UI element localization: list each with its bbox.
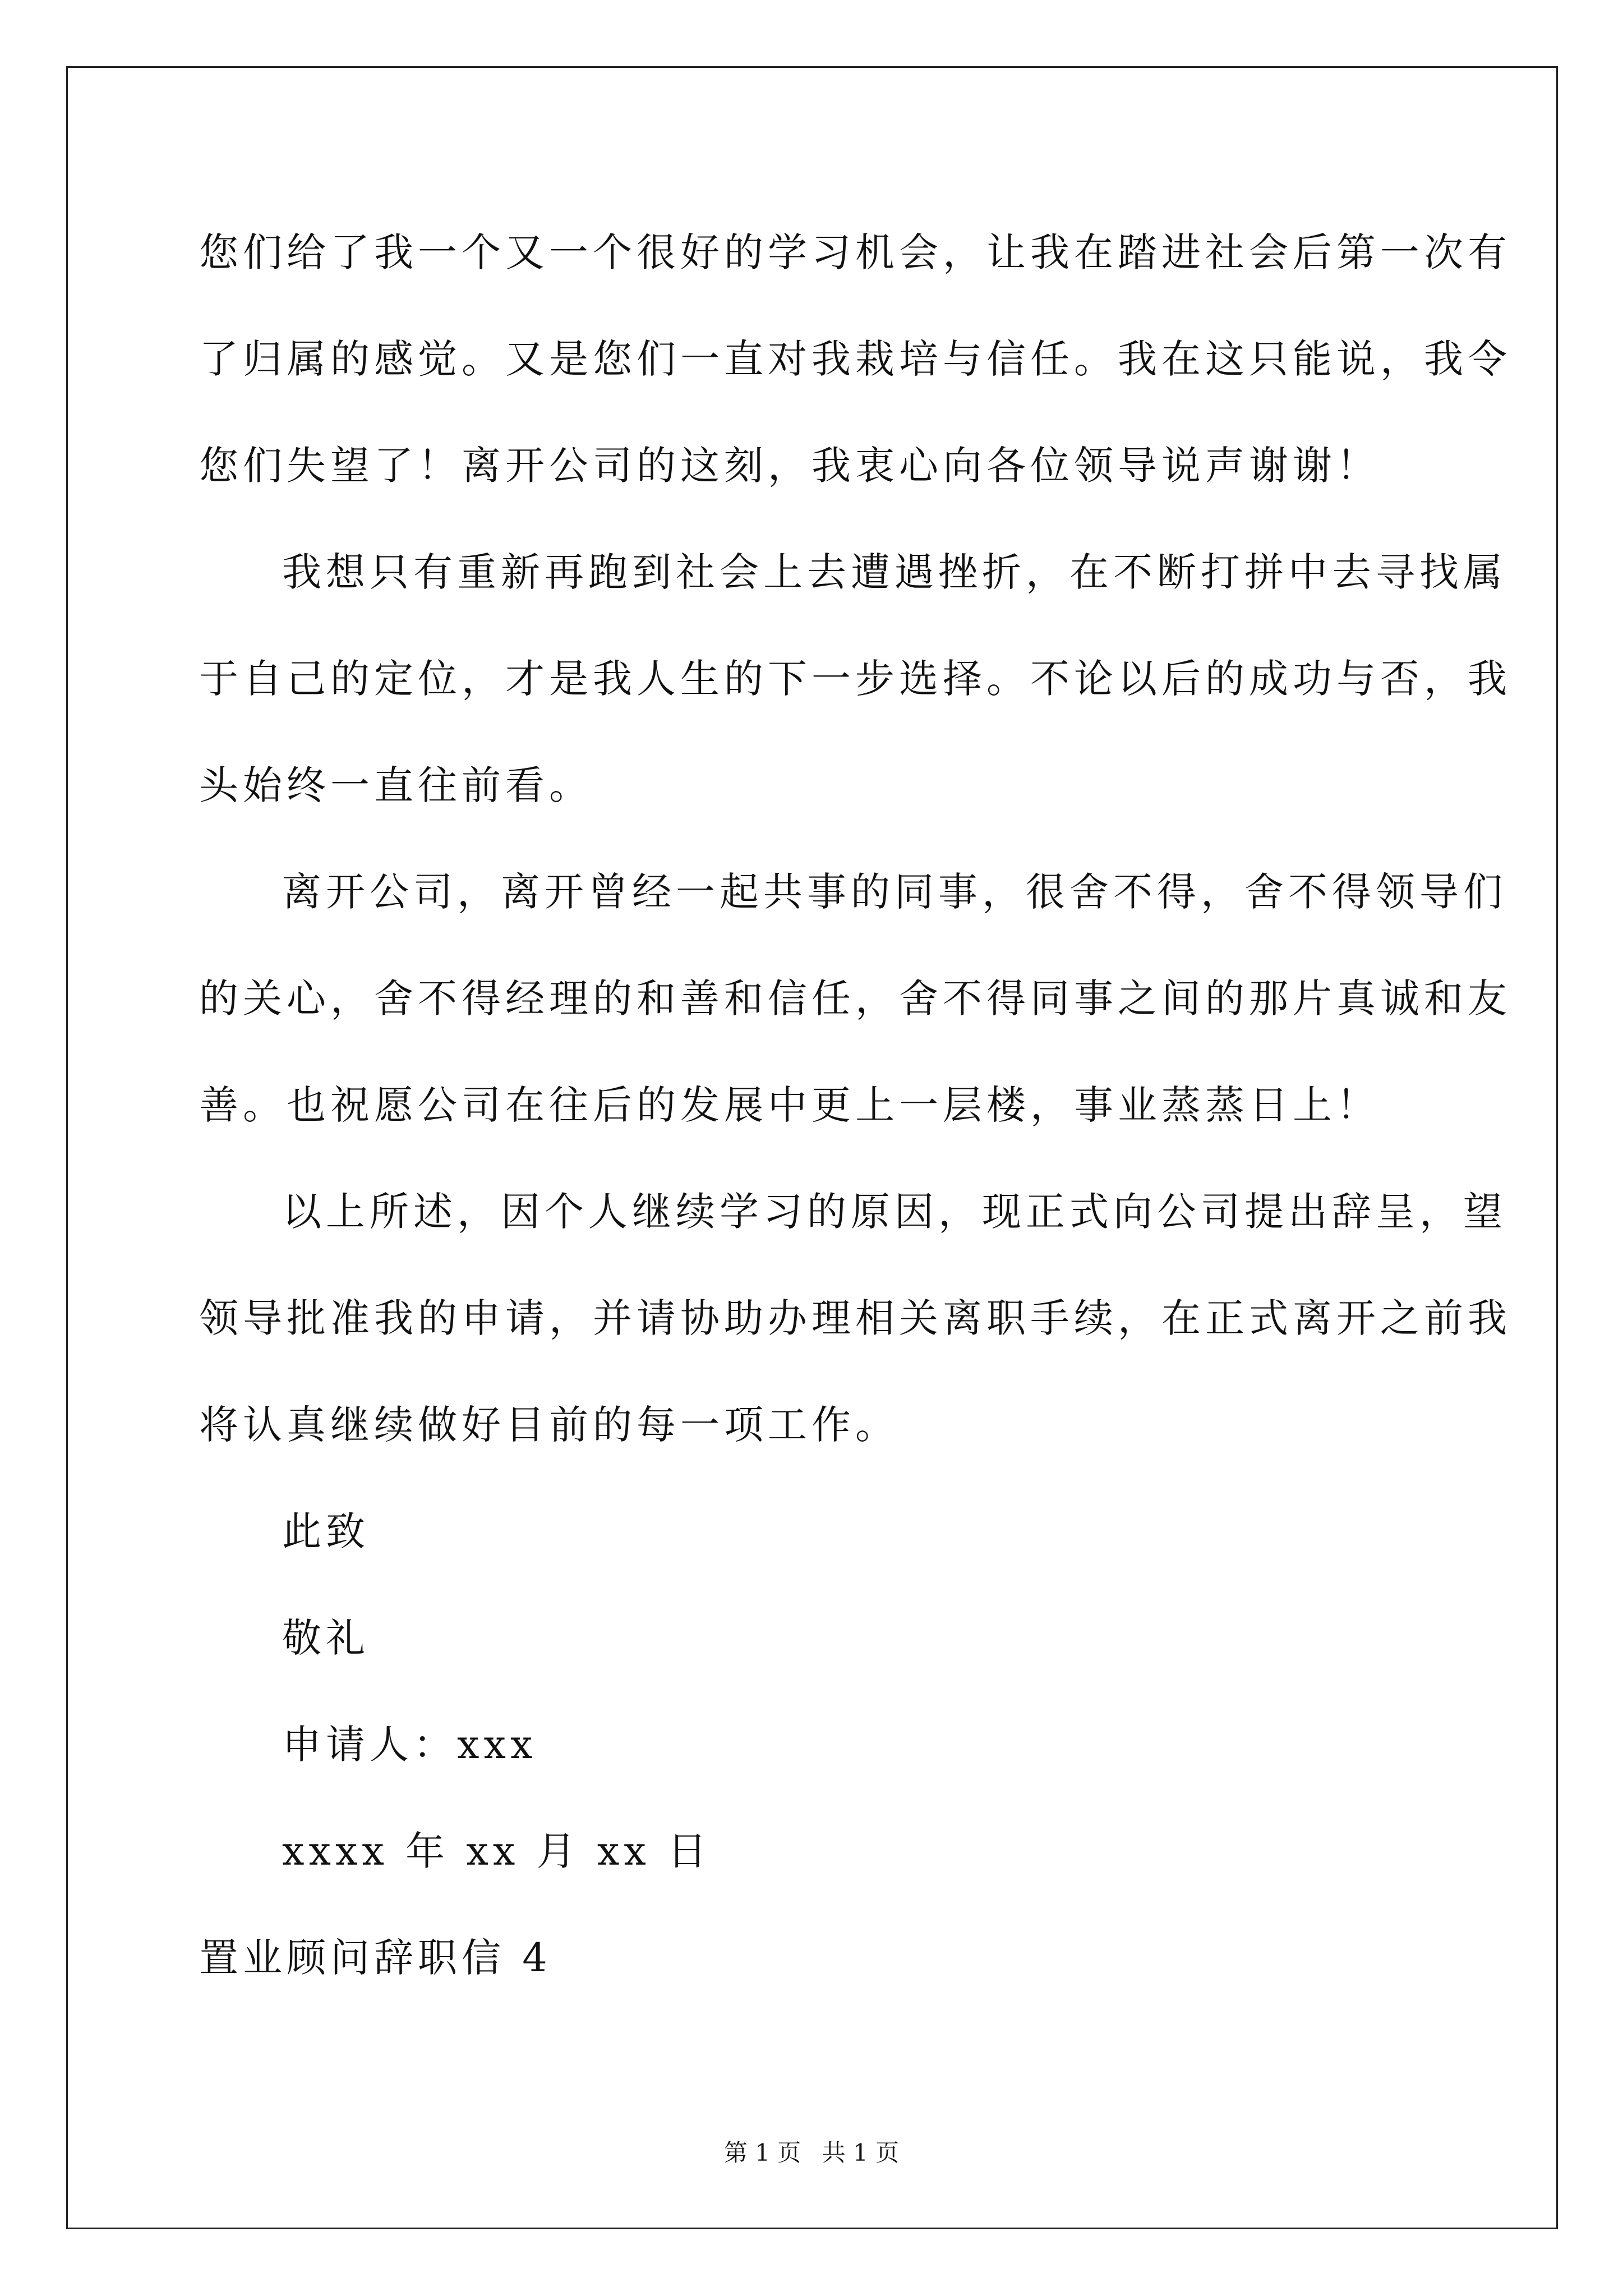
- paragraph-line: 您们失望了！离开公司的这刻，我衷心向各位领导说声谢谢！: [199, 443, 1380, 489]
- paragraph-line: 以上所述，因个人继续学习的原因，现正式向公司提出辞呈，望: [282, 1189, 1507, 1235]
- paragraph-line: 我想只有重新再跑到社会上去遭遇挫折，在不断打拼中去寻找属: [282, 549, 1507, 595]
- applicant-signature: 申请人：xxx: [282, 1722, 537, 1768]
- paragraph-line: 头始终一直往前看。: [199, 762, 593, 808]
- closing-salutation: 此致: [282, 1508, 370, 1554]
- paragraph-line: 了归属的感觉。又是您们一直对我栽培与信任。我在这只能说，我令: [199, 336, 1511, 382]
- paragraph-line: 将认真继续做好目前的每一项工作。: [199, 1402, 899, 1448]
- paragraph-line: 离开公司，离开曾经一起共事的同事，很舍不得，舍不得领导们: [282, 869, 1507, 915]
- document-body: [199, 199, 1511, 2011]
- page-footer: [0, 2136, 1623, 2170]
- page-number-current: 第 1 页: [723, 2139, 801, 2166]
- paragraph-line: 的关心，舍不得经理的和善和信任，舍不得同事之间的那片真诚和友: [199, 976, 1511, 1022]
- page-number-total: 共 1 页: [822, 2139, 900, 2166]
- paragraph-line: 领导批准我的申请，并请协助办理相关离职手续，在正式离开之前我: [199, 1295, 1511, 1341]
- closing-regards: 敬礼: [282, 1615, 370, 1661]
- paragraph-line: 于自己的定位，才是我人生的下一步选择。不论以后的成功与否，我: [199, 656, 1511, 702]
- section-heading: 置业顾问辞职信 4: [199, 1935, 552, 1981]
- paragraph-line: 善。也祝愿公司在往后的发展中更上一层楼，事业蒸蒸日上！: [199, 1082, 1380, 1128]
- paragraph-line: 您们给了我一个又一个很好的学习机会，让我在踏进社会后第一次有: [199, 229, 1511, 275]
- date-line: xxxx 年 xx 月 xx 日: [282, 1828, 712, 1874]
